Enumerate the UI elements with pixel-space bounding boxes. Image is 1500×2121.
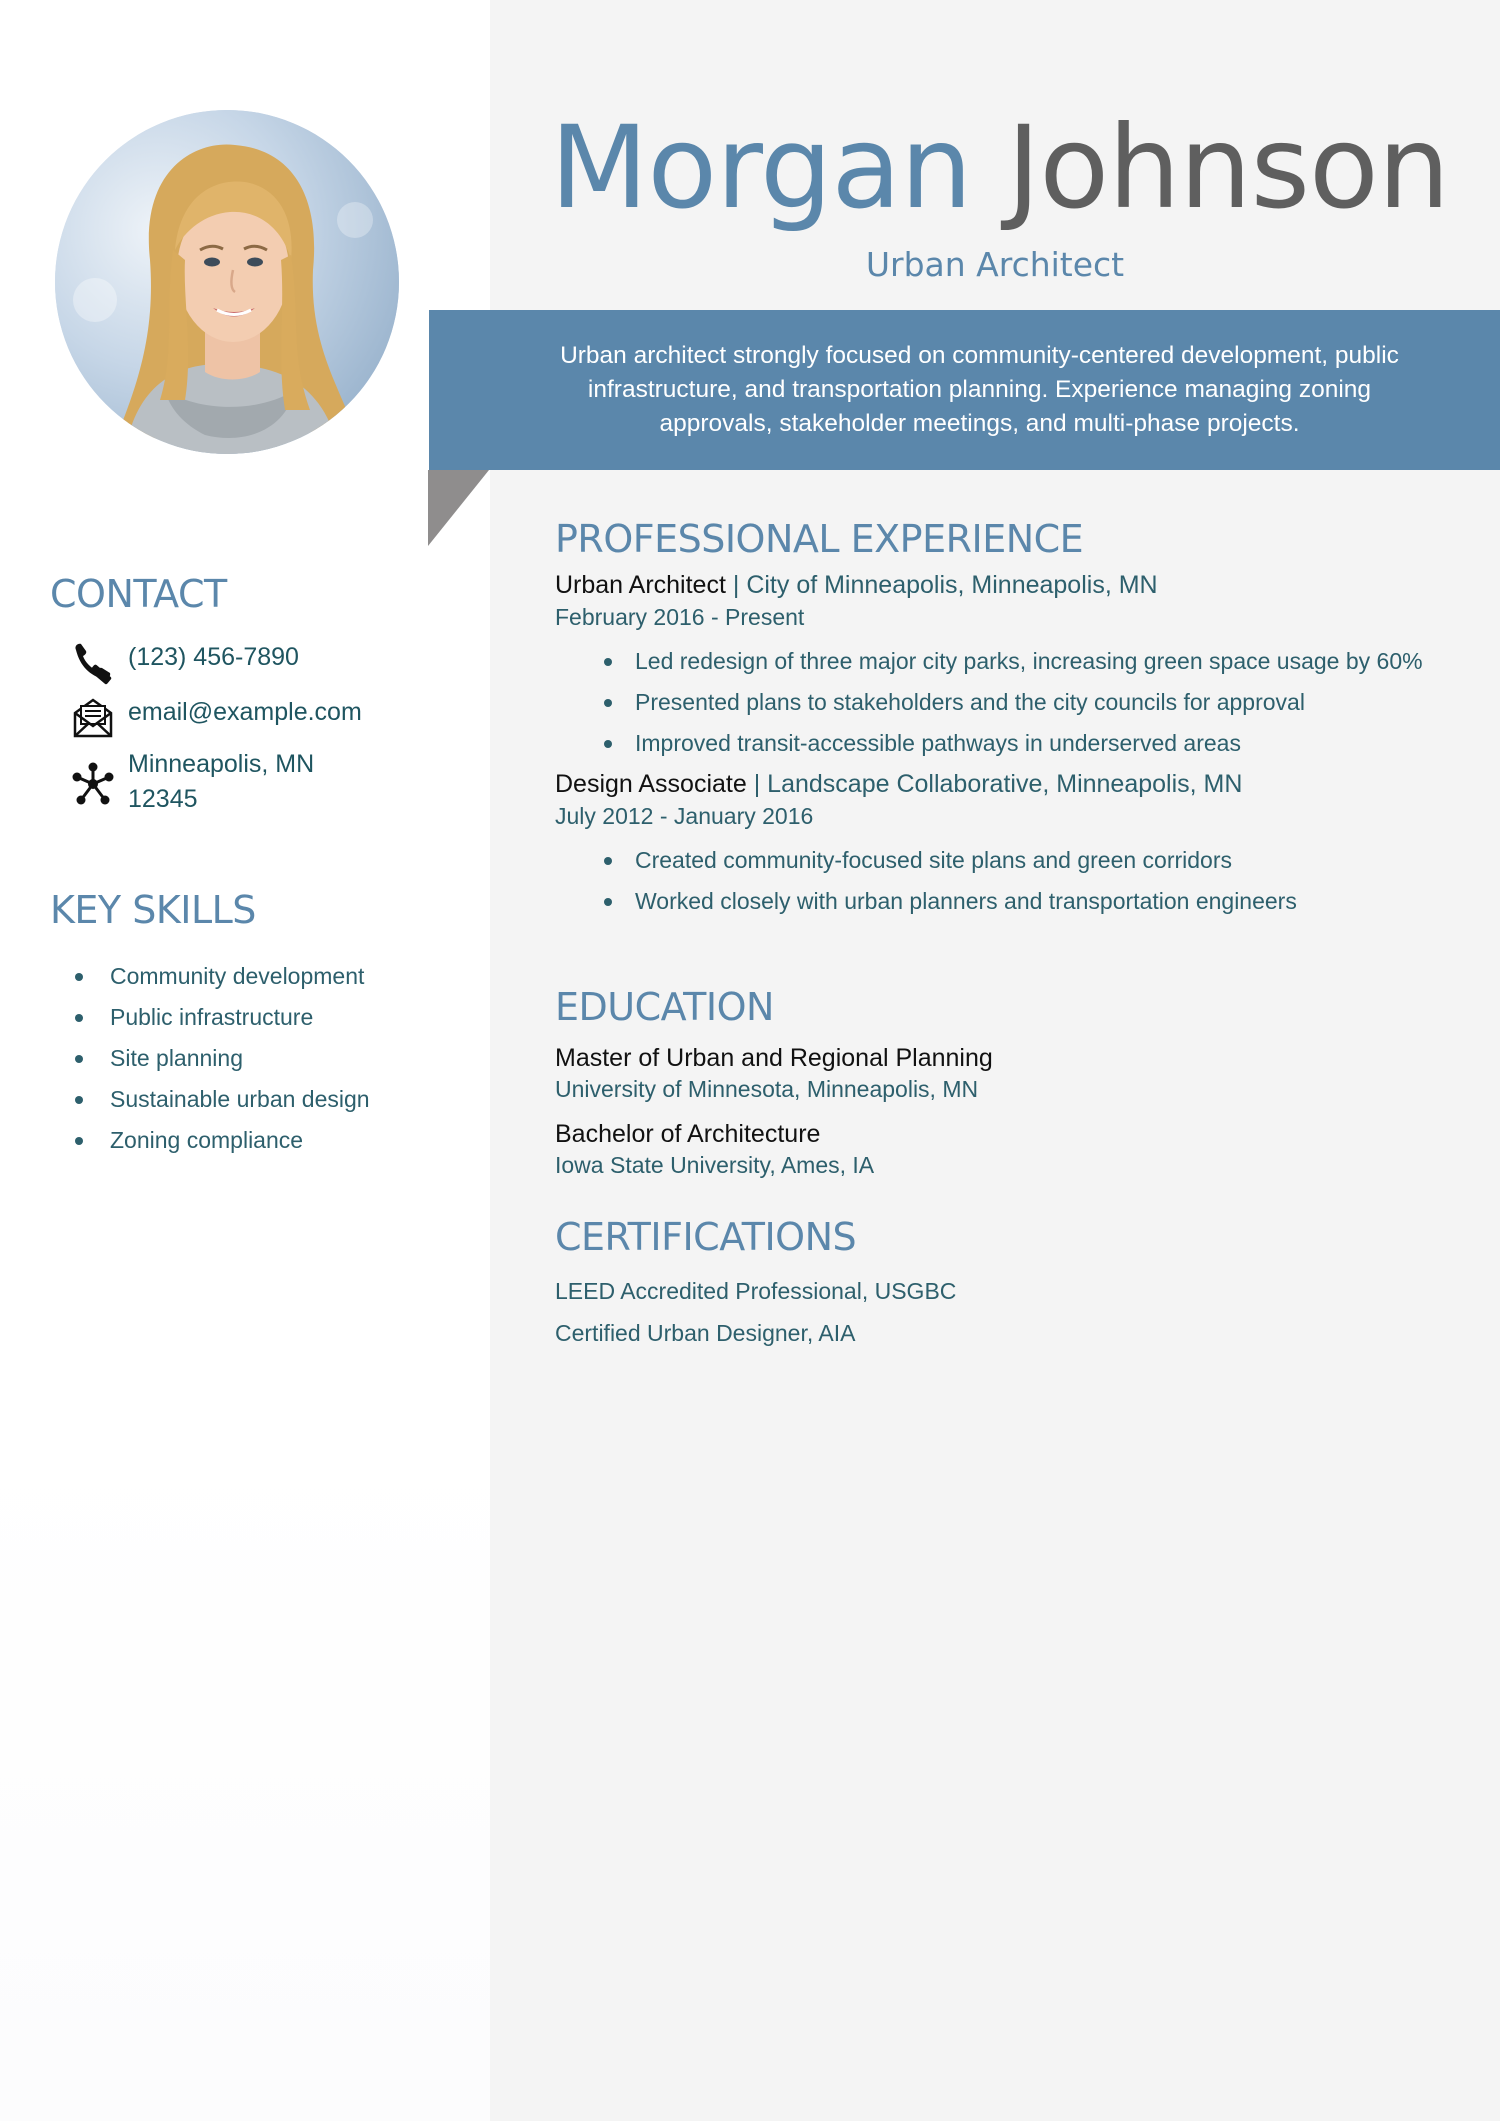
envelope-icon [70,695,116,741]
job-dates: July 2012 - January 2016 [555,803,814,829]
summary-banner [429,310,1500,470]
contact-address [70,747,450,817]
profile-photo [55,110,399,454]
skills-list [70,956,370,1161]
email-address[interactable]: email@example.com [128,698,362,726]
list-item: Public infrastructure [70,997,370,1038]
experience-heading: PROFESSIONAL EXPERIENCE [555,517,1084,561]
list-item: Led redesign of three major city parks, increasing green space usage by 60% [595,646,1445,676]
job-title-line [555,767,1445,801]
education-heading: EDUCATION [555,985,774,1029]
job-employer: City of Minneapolis, Minneapolis, MN [746,571,1158,599]
contact-heading: CONTACT [50,572,227,616]
education-section [555,982,1445,1180]
job-bullets [595,646,1445,758]
candidate-name [550,100,1450,237]
list-item: Worked closely with urban planners and transportation engineers [595,886,1445,916]
list-item: Presented plans to stakeholders and the city councils for approval [595,687,1445,717]
job-title: Urban Architect [865,245,1125,284]
list-item: Community development [70,956,370,997]
degree: Master of Urban and Regional Planning [555,1044,993,1072]
job-dates: February 2016 - Present [555,604,805,630]
job-employer: Landscape Collaborative, Minneapolis, MN [767,770,1243,798]
certifications-section [555,1212,1445,1348]
network-icon [70,761,116,807]
list-item: Zoning compliance [70,1120,370,1161]
job-role: Design Associate [555,770,747,798]
degree: Bachelor of Architecture [555,1120,821,1148]
phone-number[interactable]: (123) 456-7890 [128,643,299,671]
first-name: Morgan [550,101,972,234]
job-separator: | [746,770,768,798]
school: University of Minnesota, Minneapolis, MN [555,1076,979,1102]
list-item: Created community-focused site plans and green corridors [595,845,1445,875]
contact-phone [70,640,450,686]
certifications-heading: CERTIFICATIONS [555,1215,857,1259]
contact-email [70,695,450,741]
left-panel-background [0,1430,490,2121]
skills-heading: KEY SKILLS [50,888,256,932]
job-title-line [555,568,1445,602]
address-line-1: Minneapolis, MN [128,750,315,778]
certification: LEED Accredited Professional, USGBC [555,1278,957,1304]
phone-icon [70,640,116,686]
address-line-2: 12345 [128,785,198,813]
school: Iowa State University, Ames, IA [555,1152,875,1178]
last-name: Johnson [1006,101,1449,234]
job-bullets [595,845,1445,916]
summary-text: Urban architect strongly focused on community-centered development, public infrastructure, and transportation planning. Experience managing zoning approvals, stakeholder meetings, and multi-phase projects. [560,342,1399,437]
profile-photo-illustration [55,110,399,454]
experience-section [555,514,1445,927]
list-item: Improved transit-accessible pathways in underserved areas [595,728,1445,758]
certification: Certified Urban Designer, AIA [555,1320,856,1346]
job-role: Urban Architect [555,571,726,599]
banner-fold-decoration [428,470,489,546]
address [128,747,314,817]
job-separator: | [725,571,747,599]
list-item: Site planning [70,1038,370,1079]
list-item: Sustainable urban design [70,1079,370,1120]
